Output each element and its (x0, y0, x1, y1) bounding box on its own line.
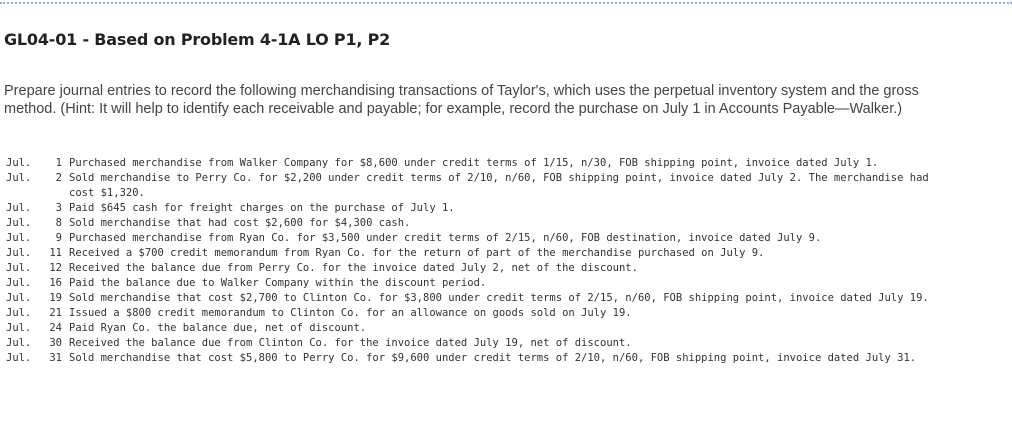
transaction-day: 24 (49, 322, 62, 334)
transaction-month: Jul. (6, 247, 32, 259)
transaction-month: Jul. (6, 217, 32, 229)
transaction-month: Jul. (6, 172, 32, 184)
transaction-day: 16 (49, 277, 62, 289)
transaction-day: 12 (49, 262, 62, 274)
transaction-row (6, 336, 1006, 351)
transaction-description: Sold merchandise that cost $2,700 to Clinton Co. for $3,800 under credit terms of 2/15, n/60, FOB shipping point, invoice dated July 19. (69, 292, 929, 304)
transaction-description: Purchased merchandise from Walker Company for $8,600 under credit terms of 1/15, n/30, FOB shipping point, invoice dated July 1. (69, 157, 879, 169)
transaction-row (6, 171, 1006, 201)
transaction-row (6, 246, 1006, 261)
transaction-row (6, 216, 1006, 231)
transaction-month: Jul. (6, 352, 32, 364)
transaction-row (6, 351, 1006, 366)
transaction-month: Jul. (6, 322, 32, 334)
transaction-day: 19 (49, 292, 62, 304)
transaction-description: Paid $645 cash for freight charges on the purchase of July 1. (69, 202, 455, 214)
top-divider (0, 2, 1012, 4)
transaction-description: Paid Ryan Co. the balance due, net of discount. (69, 322, 367, 334)
transaction-day: 11 (49, 247, 62, 259)
transaction-description: Received the balance due from Perry Co. for the invoice dated July 2, net of the discount. (69, 262, 638, 274)
transaction-row (6, 156, 1006, 171)
transaction-row (6, 261, 1006, 276)
transactions-list (6, 156, 1006, 366)
transaction-day: 9 (55, 232, 62, 244)
transaction-month: Jul. (6, 292, 32, 304)
transaction-row (6, 291, 1006, 306)
transaction-day: 3 (55, 202, 62, 214)
transaction-description: Sold merchandise to Perry Co. for $2,200 under credit terms of 2/10, n/60, FOB shipping point, invoice dated July 2. The merchandise had cost $1,320. (69, 172, 936, 199)
transaction-description: Received a $700 credit memorandum from Ryan Co. for the return of part of the merchandise purchased on July 9. (69, 247, 765, 259)
transaction-day: 30 (49, 337, 62, 349)
transaction-month: Jul. (6, 232, 32, 244)
transaction-day: 31 (49, 352, 62, 364)
transaction-month: Jul. (6, 307, 32, 319)
transaction-description: Paid the balance due to Walker Company within the discount period. (69, 277, 487, 289)
transaction-row (6, 321, 1006, 336)
transaction-description: Purchased merchandise from Ryan Co. for $3,500 under credit terms of 2/15, n/60, FOB destination, invoice dated July 9. (69, 232, 822, 244)
transaction-description: Issued a $800 credit memorandum to Clinton Co. for an allowance on goods sold on July 19. (69, 307, 632, 319)
transaction-month: Jul. (6, 262, 32, 274)
transaction-month: Jul. (6, 157, 32, 169)
page-title: GL04-01 - Based on Problem 4-1A LO P1, P2 (4, 30, 391, 49)
transaction-row (6, 231, 1006, 246)
transaction-description: Sold merchandise that had cost $2,600 for $4,300 cash. (69, 217, 411, 229)
transaction-day: 2 (55, 172, 62, 184)
transaction-month: Jul. (6, 202, 32, 214)
transaction-description: Sold merchandise that cost $5,800 to Perry Co. for $9,600 under credit terms of 2/10, n/60, FOB shipping point, invoice dated July 31. (69, 352, 917, 364)
transaction-row (6, 306, 1006, 321)
transaction-day: 1 (55, 157, 62, 169)
transaction-month: Jul. (6, 277, 32, 289)
transaction-description: Received the balance due from Clinton Co. for the invoice dated July 19, net of discount. (69, 337, 632, 349)
transaction-day: 21 (49, 307, 62, 319)
transaction-day: 8 (55, 217, 62, 229)
instructions-paragraph: Prepare journal entries to record the following merchandising transactions of Taylor's, which uses the perpetual inventory system and the gross method. (Hint: It will help to identify each receivable and payable; for example, record the purchase on July 1 in Accounts Payable—Walker.) (4, 83, 919, 117)
transaction-month: Jul. (6, 337, 32, 349)
transaction-row (6, 276, 1006, 291)
transaction-row (6, 201, 1006, 216)
